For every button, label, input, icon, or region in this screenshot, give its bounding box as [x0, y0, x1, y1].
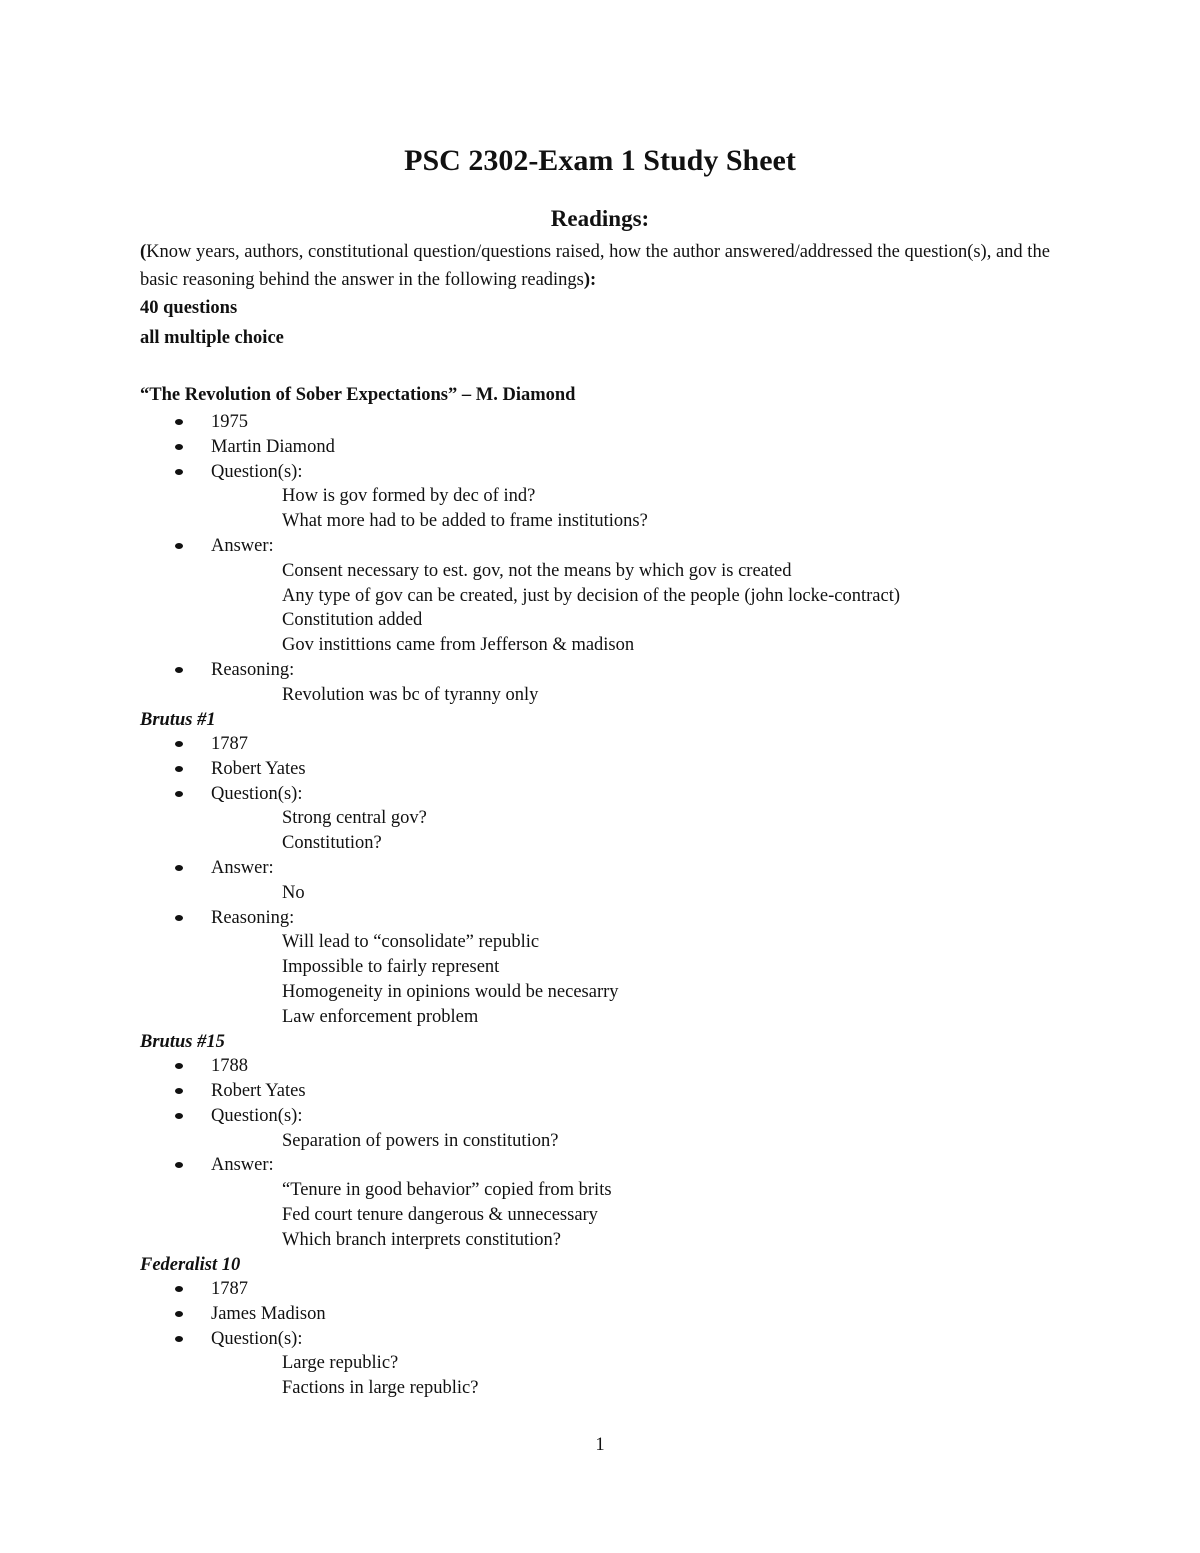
questions-label: Question(s): [211, 1105, 303, 1126]
year-text: 1787 [211, 1279, 248, 1299]
answer-line: Fed court tenure dangerous & unnecessary [282, 1204, 598, 1225]
reasoning-line: Homogeneity in opinions would be necesarry [282, 982, 619, 1003]
reasoning-line: Will lead to “consolidate” republic [282, 932, 540, 953]
list-item-questions [140, 460, 1070, 485]
questions-label: Question(s): [211, 783, 303, 804]
list-item-author [140, 1079, 1070, 1104]
answer-line: No [282, 882, 305, 903]
bullet-icon [175, 791, 183, 797]
answer-line: Consent necessary to est. gov, not the means by which gov is created [282, 560, 792, 581]
page-number: 1 [595, 1435, 605, 1455]
intro-open-paren: ( [140, 242, 147, 262]
answer-line: Any type of gov can be created, just by decision of the people (john locke-contract) [282, 585, 900, 606]
reading-section-diamond [140, 381, 1070, 708]
list-item-reasoning [140, 658, 1070, 683]
question-line: What more had to be added to frame institutions? [282, 511, 648, 532]
question-line: Constitution? [282, 833, 382, 854]
bullet-icon [175, 667, 183, 673]
author-text: Robert Yates [211, 1080, 306, 1101]
question-line: Separation of powers in constitution? [282, 1130, 559, 1151]
answer-line: “Tenure in good behavior” copied from brits [282, 1180, 612, 1201]
list-item-answer [140, 1153, 1070, 1178]
bullet-icon [175, 741, 183, 747]
instructions-paragraph [140, 238, 1070, 294]
bullet-icon [175, 1311, 183, 1317]
bullet-icon [175, 766, 183, 772]
year-text: 1787 [211, 734, 248, 755]
list-item-answer [140, 534, 1070, 559]
readings-heading: Readings: [550, 206, 650, 231]
bullet-icon [175, 419, 183, 425]
answer-line: Constitution added [282, 610, 423, 631]
reasoning-line: Impossible to fairly represent [282, 957, 500, 978]
bullet-icon [175, 915, 183, 921]
bullet-icon [175, 1063, 183, 1069]
author-text: Martin Diamond [211, 436, 335, 457]
question-line: Factions in large republic? [282, 1378, 479, 1399]
answer-label: Answer: [211, 858, 274, 879]
question-line: Strong central gov? [282, 808, 427, 829]
reasoning-label: Reasoning: [211, 907, 295, 928]
list-item-year [140, 1277, 1070, 1302]
reasoning-line: Law enforcement problem [282, 1006, 479, 1027]
reading-section-federalist-10 [140, 1253, 1070, 1401]
question-count: 40 questions [140, 298, 238, 318]
page-title: PSC 2302-Exam 1 Study Sheet [404, 144, 796, 177]
section-heading: Brutus #15 [140, 1031, 225, 1052]
intro-close-paren: ): [583, 270, 597, 290]
bullet-icon [175, 1162, 183, 1168]
questions-label: Question(s): [211, 461, 303, 482]
bullet-icon [175, 1088, 183, 1094]
list-item-author [140, 757, 1070, 782]
list-item-author [140, 1302, 1070, 1327]
list-item-questions [140, 1104, 1070, 1129]
bullet-icon [175, 1286, 183, 1292]
section-heading: Brutus #1 [140, 709, 216, 730]
reasoning-label: Reasoning: [211, 659, 295, 680]
bullet-icon [175, 1336, 183, 1342]
answer-line: Gov instittions came from Jefferson & madison [282, 635, 635, 656]
question-line: Large republic? [282, 1353, 399, 1374]
list-item-answer [140, 856, 1070, 881]
intro-text: Know years, authors, constitutional question/questions raised, how the author answered/addressed the question(s), and the basic reasoning behind the answer in the following readings [140, 242, 1050, 290]
list-item-questions [140, 782, 1070, 807]
answer-label: Answer: [211, 535, 274, 556]
list-item-year [140, 410, 1070, 435]
list-item-year [140, 1054, 1070, 1079]
author-text: Robert Yates [211, 758, 306, 779]
year-text: 1788 [211, 1056, 248, 1077]
author-text: James Madison [211, 1303, 326, 1324]
list-item-author [140, 435, 1070, 460]
spacer [140, 353, 1070, 381]
section-heading: “The Revolution of Sober Expectations” – M. Diamond [140, 385, 576, 405]
bullet-icon [175, 1113, 183, 1119]
answer-line: Which branch interprets constitution? [282, 1229, 561, 1250]
question-format: all multiple choice [140, 327, 284, 348]
reading-section-brutus-15 [140, 1030, 1070, 1253]
questions-label: Question(s): [211, 1328, 303, 1349]
reasoning-line: Revolution was bc of tyranny only [282, 684, 539, 705]
bullet-icon [175, 543, 183, 549]
question-line: How is gov formed by dec of ind? [282, 486, 536, 507]
list-item-year [140, 732, 1070, 757]
list-item-questions [140, 1327, 1070, 1352]
section-heading: Federalist 10 [140, 1254, 241, 1275]
reading-section-brutus-1 [140, 708, 1070, 1030]
answer-label: Answer: [211, 1155, 274, 1176]
document-body [140, 238, 1070, 1401]
bullet-icon [175, 444, 183, 450]
bullet-icon [175, 865, 183, 871]
bullet-icon [175, 469, 183, 475]
year-text: 1975 [211, 412, 248, 432]
list-item-reasoning [140, 906, 1070, 931]
